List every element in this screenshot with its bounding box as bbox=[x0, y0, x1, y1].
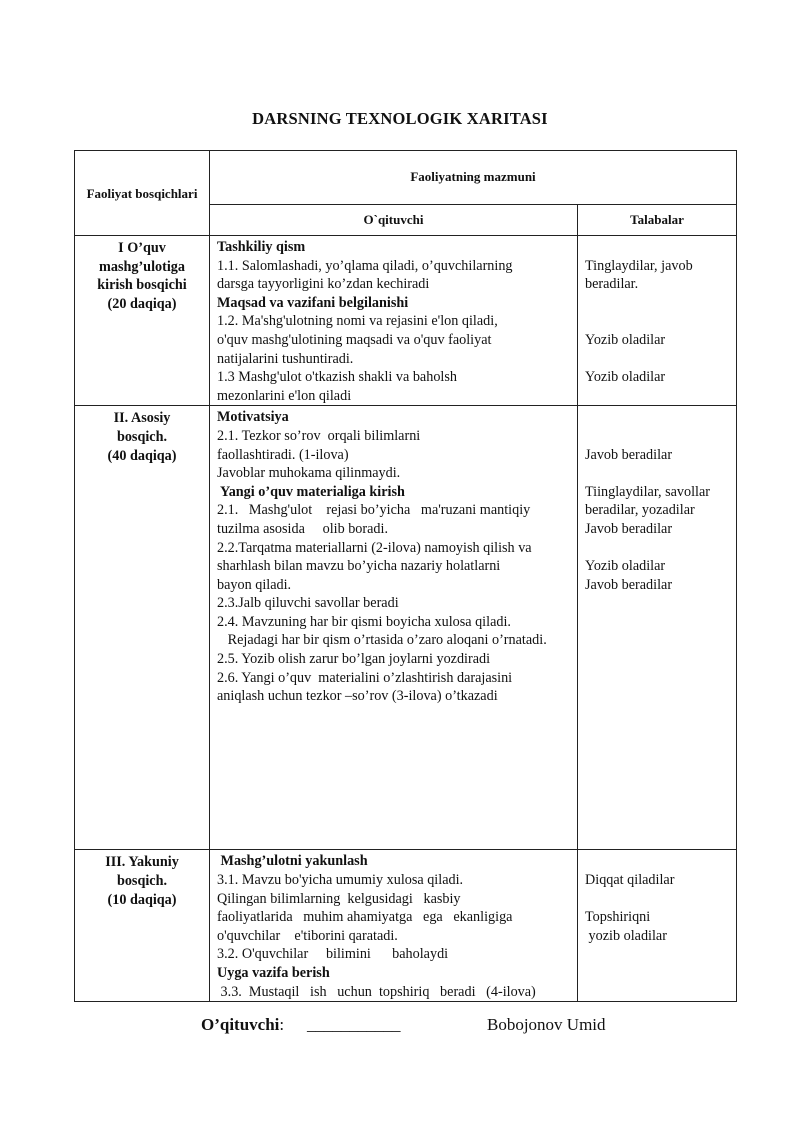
section-heading: Uyga vazifa berish bbox=[217, 964, 330, 981]
teacher-activity-line: 3.1. Mavzu bo'yicha umumiy xulosa qiladi. bbox=[217, 871, 464, 888]
student-activity-line: Yozib oladilar bbox=[585, 558, 666, 575]
teacher-activity-line: 2.3.Jalb qiluvchi savollar beradi bbox=[217, 595, 399, 612]
header-stages: Faoliyat bosqichlari bbox=[75, 151, 210, 236]
stage-cell bbox=[75, 406, 210, 850]
student-activity-line: Yozib oladilar bbox=[585, 331, 666, 348]
student-activity-line bbox=[585, 238, 732, 257]
footer-colon: : bbox=[279, 1015, 285, 1034]
table-row bbox=[75, 236, 737, 406]
student-activity-line bbox=[585, 408, 732, 427]
teacher-activity-line: 2.1. Mashg'ulot rejasi bo’yicha ma'ruzani mantiqiy bbox=[217, 502, 531, 519]
teacher-activity-line: o'quvchilar e'tiborini qaratadi. bbox=[217, 927, 398, 944]
student-activity-line: Tiinglaydilar, savollar bbox=[585, 483, 711, 500]
student-activity-line: Tinglaydilar, javob bbox=[585, 257, 693, 274]
stage-label-line: I O’quv bbox=[118, 240, 166, 256]
student-activity-line: yozib oladilar bbox=[585, 927, 667, 944]
section-heading: Yangi o’quv materialiga kirish bbox=[217, 483, 405, 500]
header-content: Faoliyatning mazmuni bbox=[210, 151, 737, 205]
stage-label-line: mashg’ulotiga bbox=[99, 258, 185, 275]
stage-cell bbox=[75, 850, 210, 1002]
header-students: Talabalar bbox=[578, 205, 737, 236]
stage-cell bbox=[75, 236, 210, 406]
stage-label-line: (20 daqiqa) bbox=[107, 295, 177, 312]
student-activity-line bbox=[585, 890, 732, 909]
teacher-cell bbox=[210, 236, 578, 406]
teacher-activity-line: natijalarini tushuntiradi. bbox=[217, 350, 354, 367]
teacher-activity-line: 2.4. Mavzuning har bir qismi boyicha xulosa qiladi. bbox=[217, 613, 511, 630]
table-row bbox=[75, 850, 737, 1002]
students-cell bbox=[578, 236, 737, 406]
stage-label-line: (10 daqiqa) bbox=[107, 891, 177, 908]
section-heading: Mashg’ulotni yakunlash bbox=[217, 853, 368, 870]
teacher-activity-line: darsga tayyorligini ko’zdan kechiradi bbox=[217, 276, 430, 293]
student-activity-line bbox=[585, 312, 732, 331]
teacher-name: Bobojonov Umid bbox=[487, 1015, 606, 1034]
section-heading: Motivatsiya bbox=[217, 409, 289, 426]
lesson-map-table bbox=[74, 150, 737, 1002]
student-activity-line bbox=[585, 464, 732, 483]
student-activity-line: beradilar, yozadilar bbox=[585, 502, 695, 519]
teacher-activity-line: 2.1. Tezkor so’rov orqali bilimlarni bbox=[217, 427, 421, 444]
stage-label-line: II. Asosiy bbox=[113, 410, 171, 427]
students-cell bbox=[578, 406, 737, 850]
student-activity-line bbox=[585, 350, 732, 369]
teacher-activity-line: 2.5. Yozib olish zarur bo’lgan joylarni yozdiradi bbox=[217, 651, 491, 668]
document-title: DARSNING TEXNOLOGIK XARITASI bbox=[252, 109, 548, 128]
stage-label-line: (40 daqiqa) bbox=[107, 447, 177, 464]
teacher-activity-line: tuzilma asosida olib boradi. bbox=[217, 520, 389, 537]
stage-label-line: kirish bosqichi bbox=[97, 277, 187, 294]
student-activity-line: Javob beradilar bbox=[585, 576, 673, 593]
student-activity-line bbox=[585, 427, 732, 446]
teacher-cell bbox=[210, 406, 578, 850]
teacher-activity-line: aniqlash uchun tezkor –so’rov (3-ilova) o’tkazadi bbox=[217, 688, 498, 705]
student-activity-line: Yozib oladilar bbox=[585, 369, 666, 386]
header-teacher: O`qituvchi bbox=[210, 205, 578, 236]
table-row bbox=[75, 406, 737, 850]
section-heading: Maqsad va vazifani belgilanishi bbox=[217, 294, 409, 311]
teacher-activity-line: 3.2. O'quvchilar bilimini baholaydi bbox=[217, 946, 449, 963]
teacher-activity-line: mezonlarini e'lon qiladi bbox=[217, 387, 352, 404]
teacher-activity-line: Javoblar muhokama qilinmaydi. bbox=[217, 465, 401, 482]
teacher-activity-line: 1.1. Salomlashadi, yo’qlama qiladi, o’quvchilarning bbox=[217, 257, 513, 274]
teacher-activity-line: 2.6. Yangi o’quv materialini o’zlashtirish darajasini bbox=[217, 669, 513, 686]
student-activity-line bbox=[585, 539, 732, 558]
signature-line: ___________ bbox=[307, 1015, 401, 1034]
stage-label-line: bosqich. bbox=[116, 872, 168, 889]
students-cell bbox=[578, 850, 737, 1002]
teacher-activity-line: Qilingan bilimlarning kelgusidagi kasbiy bbox=[217, 890, 461, 907]
student-activity-line bbox=[585, 852, 732, 871]
student-activity-line: beradilar. bbox=[585, 276, 639, 293]
teacher-activity-line: Rejadagi har bir qism o’rtasida o’zaro aloqani o’rnatadi. bbox=[217, 632, 547, 649]
footer-teacher-label bbox=[201, 1015, 284, 1035]
teacher-activity-line: faoliyatlarida muhim ahamiyatga ega ekanligiga bbox=[217, 909, 513, 926]
student-activity-line: Javob beradilar bbox=[585, 446, 673, 463]
stage-label-line: III. Yakuniy bbox=[105, 854, 179, 871]
stage-label-line: bosqich. bbox=[116, 428, 168, 445]
footer-label-text: O’qituvchi bbox=[201, 1015, 280, 1034]
student-activity-line bbox=[585, 294, 732, 313]
teacher-cell bbox=[210, 850, 578, 1002]
teacher-activity-line: sharhlash bilan mavzu bo’yicha nazariy holatlarni bbox=[217, 558, 501, 575]
teacher-activity-line: 1.2. Ma'shg'ulotning nomi va rejasini e'lon qiladi, bbox=[217, 313, 498, 330]
teacher-activity-line: 1.3 Mashg'ulot o'tkazish shakli va baholsh bbox=[217, 369, 457, 386]
section-heading: Tashkiliy qism bbox=[217, 239, 306, 255]
teacher-activity-line: o'quv mashg'ulotining maqsadi va o'quv faoliyat bbox=[217, 331, 492, 348]
student-activity-line: Javob beradilar bbox=[585, 520, 673, 537]
teacher-activity-line: bayon qiladi. bbox=[217, 576, 292, 593]
student-activity-line: Diqqat qiladilar bbox=[585, 871, 675, 888]
teacher-activity-line: faollashtiradi. (1-ilova) bbox=[217, 446, 349, 463]
teacher-activity-line: 2.2.Tarqatma materiallarni (2-ilova) namoyish qilish va bbox=[217, 539, 532, 556]
student-activity-line: Topshiriqni bbox=[585, 909, 651, 926]
teacher-activity-line: 3.3. Mustaqil ish uchun topshiriq beradi (4-ilova) bbox=[217, 983, 536, 1000]
